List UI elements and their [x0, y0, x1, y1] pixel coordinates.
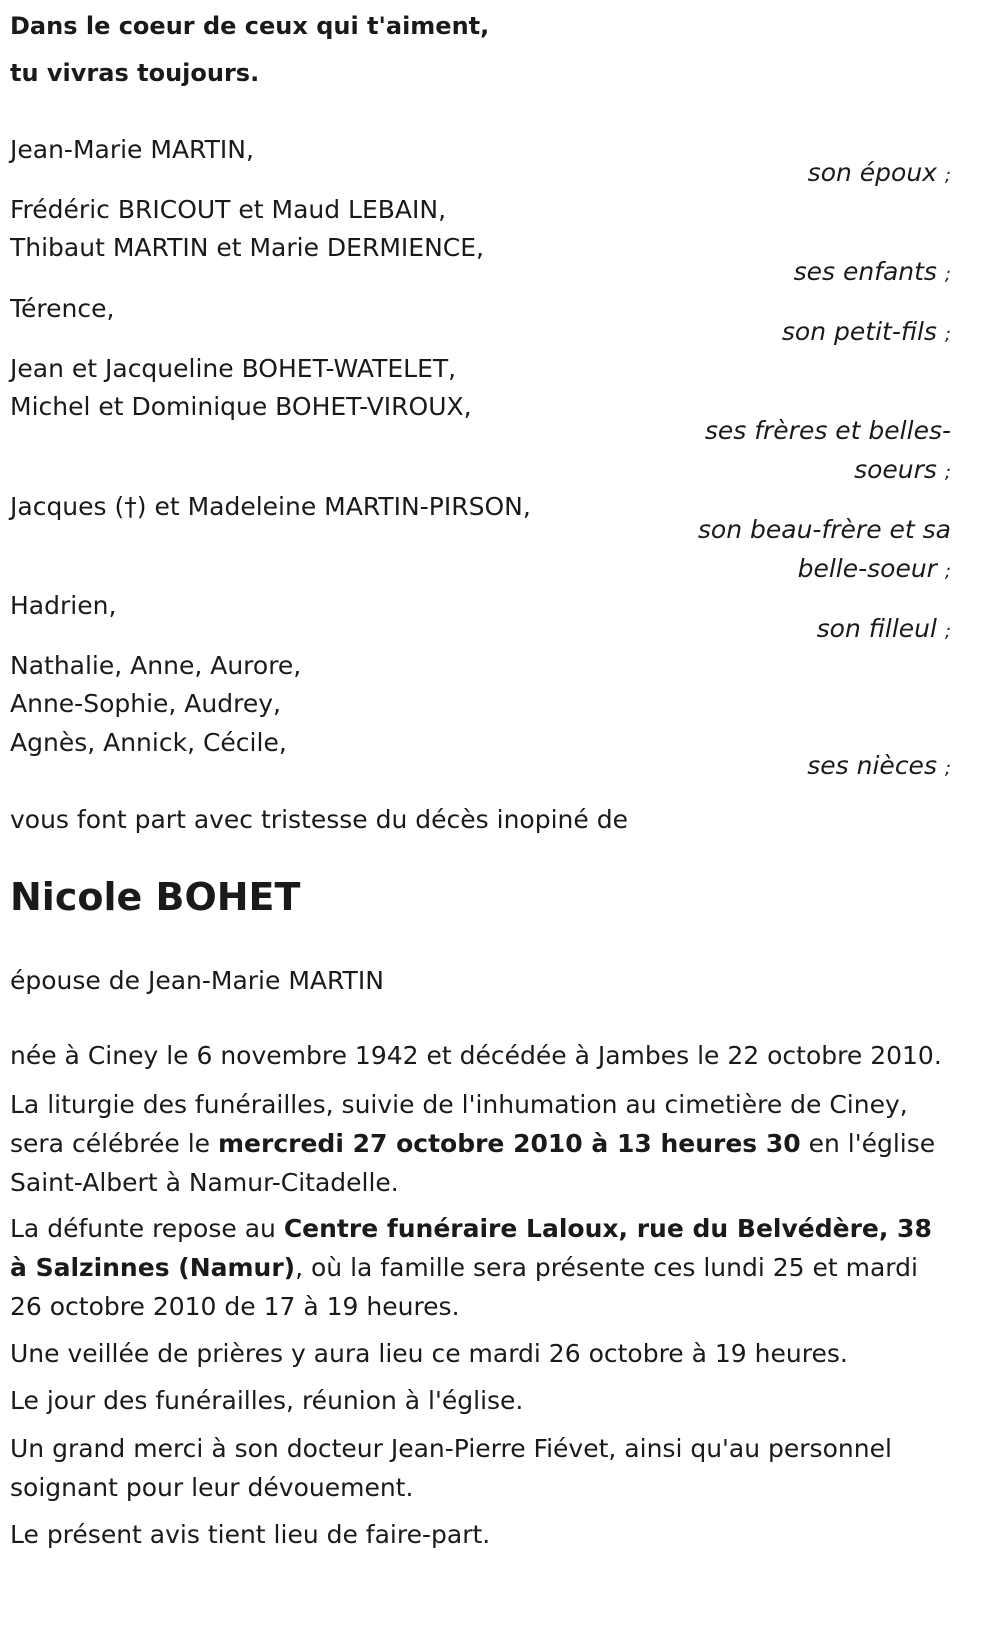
family-name: Agnès, Annick, Cécile,: [10, 728, 287, 757]
family-name: Térence,: [10, 294, 115, 323]
liturgy-paragraph: La liturgie des funérailles, suivie de l'inhumation au cimetière de Ciney, sera célébrée le mercredi 27 octobre 2010 à 13 heures 30 en l'église Saint-Albert à Namur-Citadelle.: [10, 1090, 936, 1197]
rest-paragraph: La défunte repose au Centre funéraire Laloux, rue du Belvédère, 38 à Salzinnes (Namur), où la famille sera présente ces lundi 25 et mardi 26 octobre 2010 de 17 à 19 heures.: [10, 1214, 932, 1321]
family-role: ses frères et belles-: [704, 416, 951, 445]
deceased-name: Nicole BOHET: [10, 875, 301, 919]
family-role: ses enfants ;: [793, 257, 951, 286]
family-role: son petit-fils ;: [781, 317, 951, 346]
family-role: son époux ;: [807, 158, 951, 187]
family-name: Michel et Dominique BOHET-VIROUX,: [10, 392, 472, 421]
family-role: soeurs ;: [854, 455, 951, 484]
family-role: son beau-frère et sa: [697, 515, 951, 544]
family-role: belle-soeur ;: [797, 554, 951, 583]
vigil-paragraph: Une veillée de prières y aura lieu ce mardi 26 octobre à 19 heures.: [10, 1339, 848, 1368]
family-name: Nathalie, Anne, Aurore,: [10, 651, 302, 680]
family-role: ses nièces ;: [807, 751, 951, 780]
thanks-paragraph: Un grand merci à son docteur Jean-Pierre Fiévet, ainsi qu'au personnel soignant pour leur dévouement.: [10, 1434, 892, 1502]
family-name: Anne-Sophie, Audrey,: [10, 689, 281, 718]
family-name: Jean et Jacqueline BOHET-WATELET,: [10, 354, 457, 383]
spouse-line: épouse de Jean-Marie MARTIN: [10, 966, 384, 995]
epitaph-line-1: Dans le coeur de ceux qui t'aiment,: [10, 12, 490, 40]
family-name: Hadrien,: [10, 591, 117, 620]
intro-text: vous font part avec tristesse du décès inopiné de: [10, 805, 628, 834]
notice-paragraph: Le présent avis tient lieu de faire-part.: [10, 1520, 491, 1549]
family-name: Thibaut MARTIN et Marie DERMIENCE,: [10, 233, 484, 262]
birth-paragraph: née à Ciney le 6 novembre 1942 et décédée à Jambes le 22 octobre 2010.: [10, 1041, 942, 1070]
family-role: son filleul ;: [816, 614, 951, 643]
family-name: Frédéric BRICOUT et Maud LEBAIN,: [10, 195, 447, 224]
liturgy-datetime: mercredi 27 octobre 2010 à 13 heures 30: [217, 1129, 801, 1158]
meeting-paragraph: Le jour des funérailles, réunion à l'église.: [10, 1386, 524, 1415]
epitaph-line-2: tu vivras toujours.: [10, 59, 260, 87]
family-name: Jean-Marie MARTIN,: [10, 135, 254, 164]
funeral-home: Centre funéraire Laloux, rue du Belvédère, 38 à Salzinnes (Namur): [10, 1214, 932, 1282]
family-name: Jacques (†) et Madeleine MARTIN-PIRSON,: [10, 492, 531, 521]
